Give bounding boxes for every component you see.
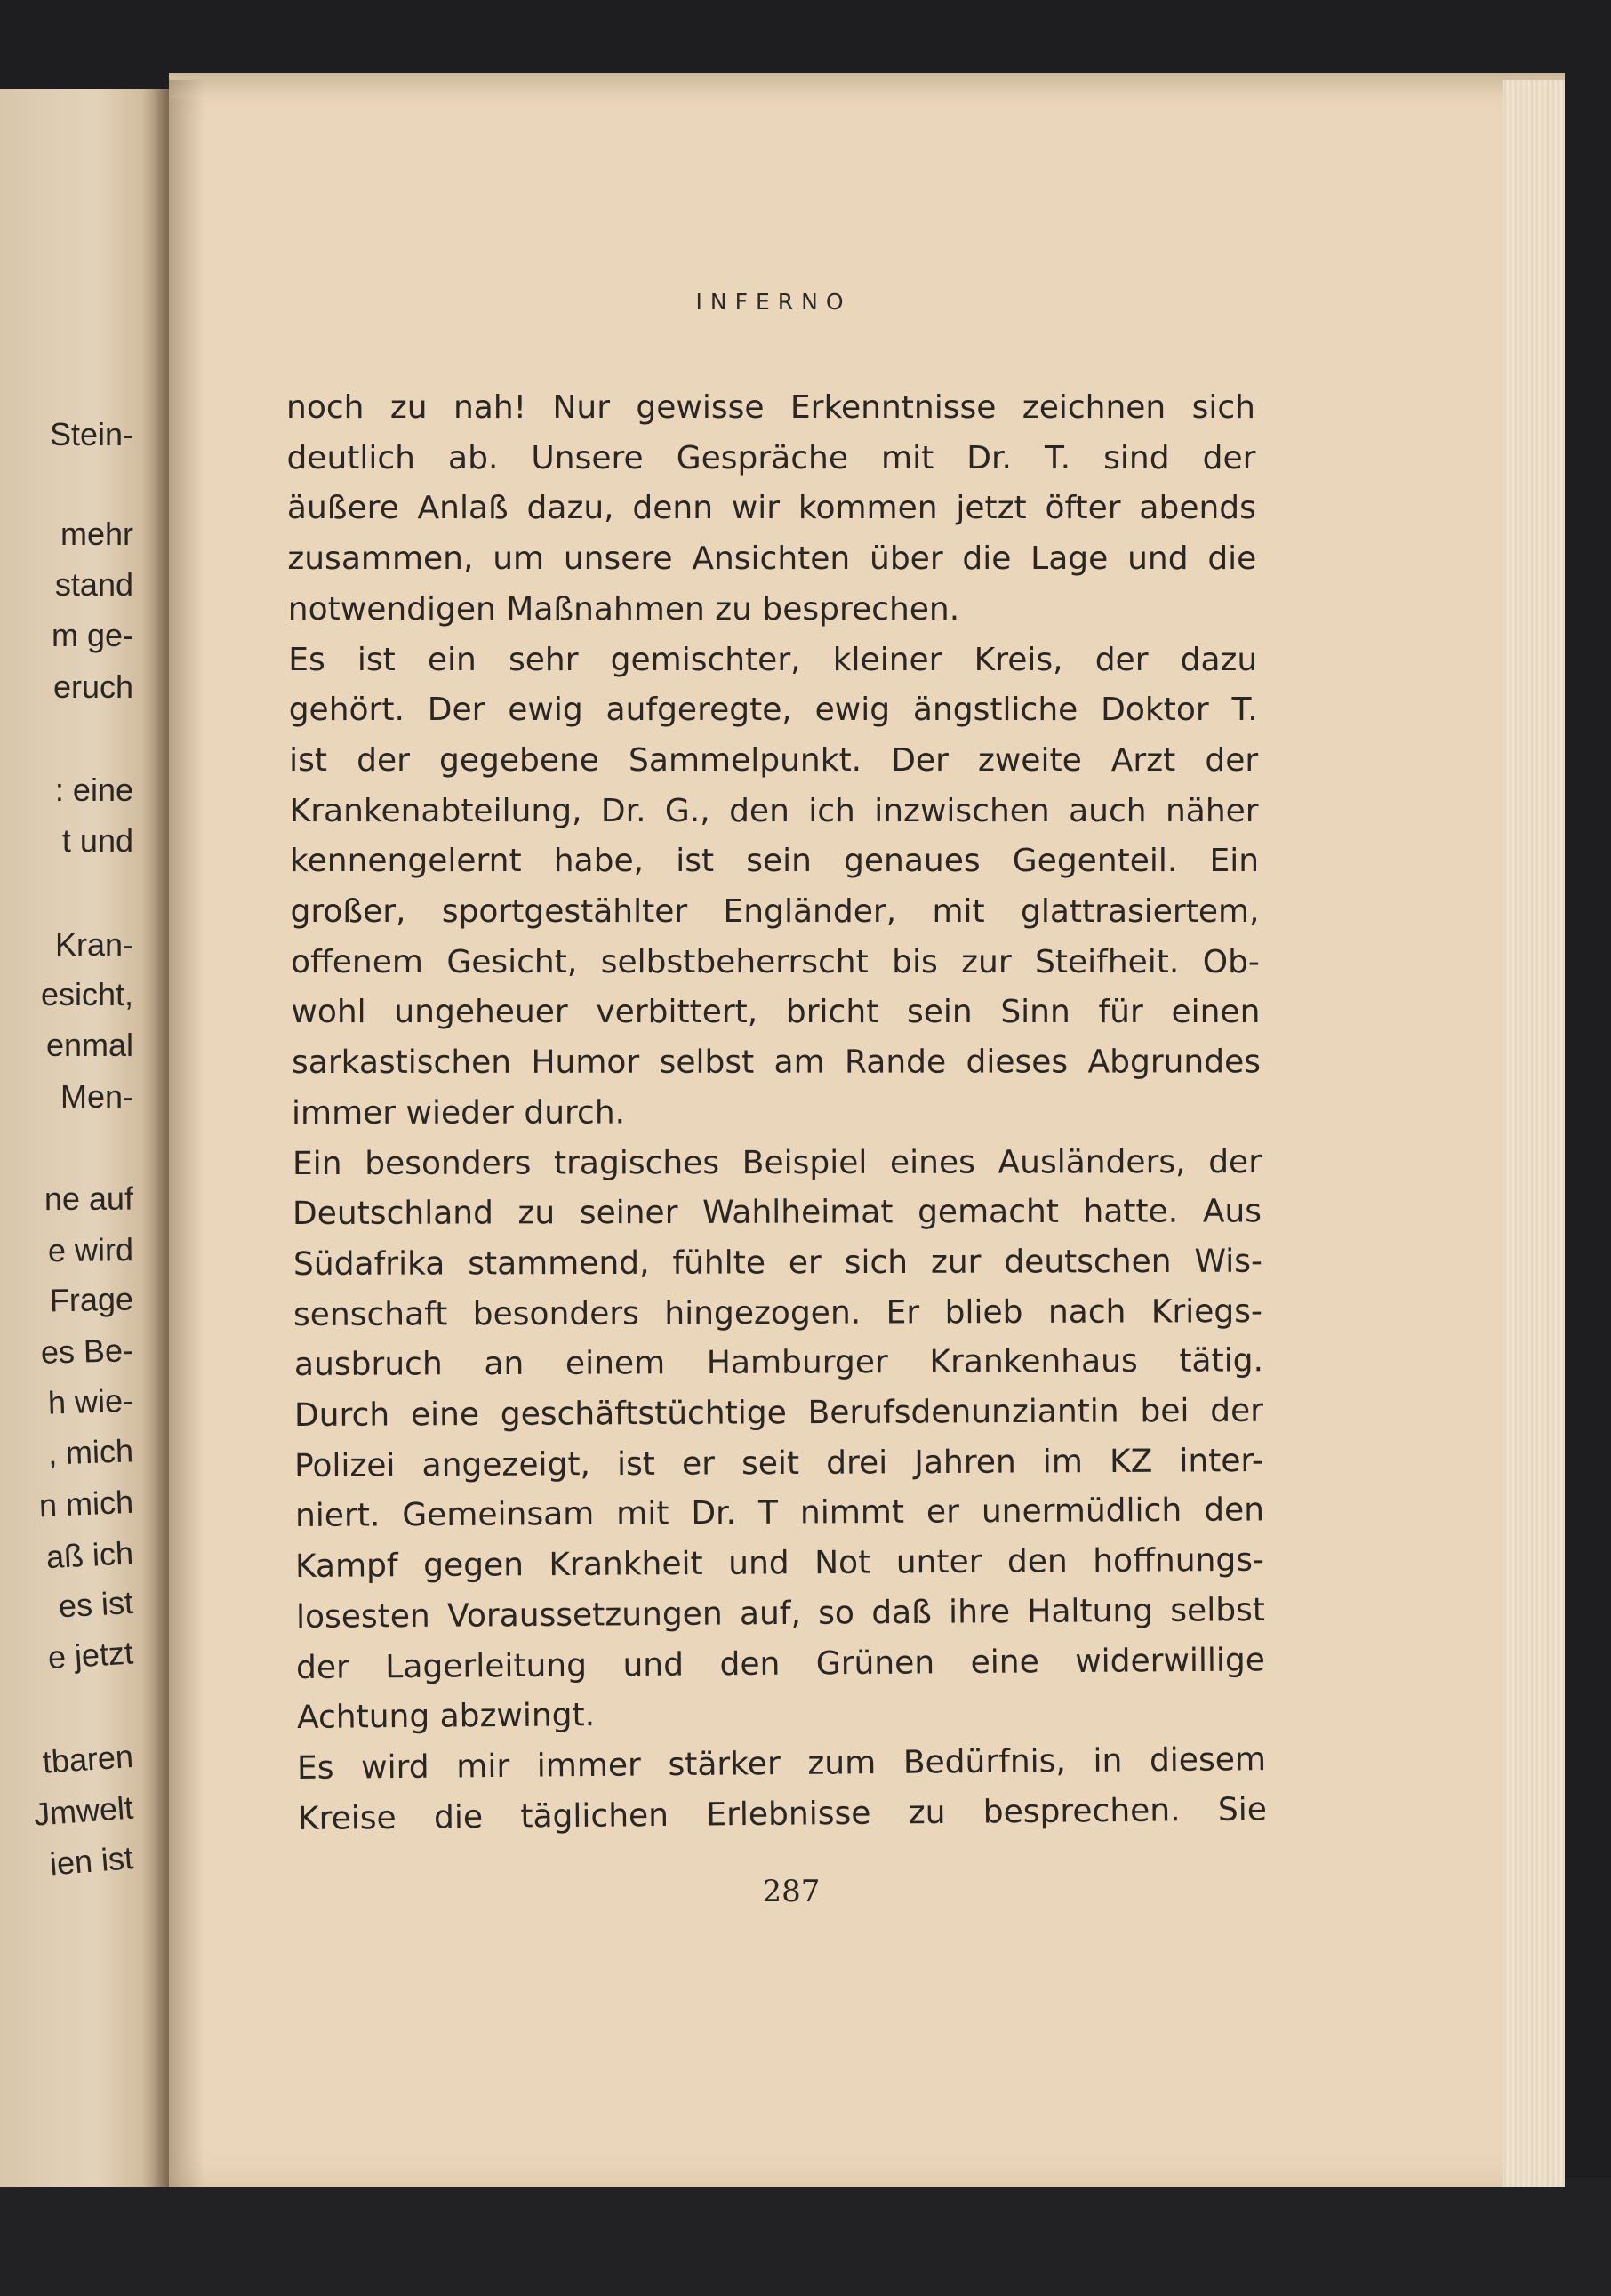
left-page-line-fragment: enmal <box>45 1027 133 1063</box>
body-line: offenem Gesicht, selbstbeherrscht bis zur Steifheit. Ob- <box>290 943 1260 980</box>
left-page-line-fragment: e jetzt <box>46 1634 135 1676</box>
body-line: Südafrika stammend, fühlte er sich zur deutschen Wis- <box>293 1243 1262 1283</box>
page-stack-edge <box>1503 80 1565 2187</box>
body-line: Es wird mir immer stärker zum Bedürfnis, in diesem <box>296 1740 1267 1787</box>
left-page-line-fragment: : eine <box>54 772 133 808</box>
body-line: Ein besonders tragisches Beispiel eines Ausländers, der <box>292 1143 1262 1182</box>
left-page-line-fragment: es Be- <box>40 1332 134 1371</box>
left-page-line-fragment: ien ist <box>48 1839 135 1883</box>
body-line: deutlich ab. Unsere Gespräche mit Dr. T. sind der <box>286 439 1256 476</box>
body-line: sarkastischen Humor selbst am Rande dieses Abgrundes <box>291 1044 1261 1082</box>
left-page-line-fragment: Kran- <box>54 926 133 963</box>
body-line: Polizei angezeigt, ist er seit drei Jahren im KZ inter- <box>294 1442 1264 1484</box>
page-number: 287 <box>762 1874 821 1909</box>
body-line: Es ist ein sehr gemischter, kleiner Kreis, der dazu <box>288 641 1258 678</box>
left-page-line-fragment: Stein- <box>49 416 133 452</box>
body-line: niert. Gemeinsam mit Dr. T nimmt er unermüdlich den <box>294 1492 1264 1535</box>
body-line: noch zu nah! Nur gewisse Erkenntnisse zeichnen sich <box>286 389 1255 426</box>
body-line: ausbruch an einem Hamburger Krankenhaus tätig. <box>293 1342 1263 1384</box>
body-line: losesten Voraussetzungen auf, so daß ihre Haltung selbst <box>295 1591 1265 1636</box>
left-page-line-fragment: t und <box>61 822 133 859</box>
left-page-line-fragment: aß ich <box>44 1534 134 1576</box>
left-page-line-fragment: es ist <box>57 1583 134 1625</box>
body-line: großer, sportgestählter Engländer, mit glattrasiertem, <box>290 893 1260 930</box>
body-line: senschaft besonders hingezogen. Er blieb nach Kriegs- <box>293 1292 1263 1333</box>
body-line: gehört. Der ewig aufgeregte, ewig ängstliche Doktor T. <box>288 692 1258 729</box>
background-surface <box>0 2178 1611 2296</box>
body-line: Krankenabteilung, Dr. G., den ich inzwischen auch näher <box>289 792 1259 829</box>
body-line: zusammen, um unsere Ansichten über die Lage und die <box>287 540 1257 578</box>
left-page-line-fragment: esicht, <box>40 976 133 1012</box>
left-page-line-fragment: mehr <box>60 516 133 552</box>
body-line: Durch eine geschäftstüchtige Berufsdenunziantin bei der <box>293 1392 1264 1434</box>
left-page-line-fragment: h wie- <box>47 1381 134 1421</box>
left-page-line-fragment: stand <box>54 566 133 603</box>
left-page-line-fragment: eruch <box>52 668 133 705</box>
running-head: INFERNO <box>695 289 852 315</box>
left-page-line-fragment: Men- <box>60 1078 133 1115</box>
left-page-line-fragment: ne auf <box>44 1180 134 1218</box>
body-line: Kreise die täglichen Erlebnisse zu besprechen. Sie <box>297 1790 1267 1837</box>
left-page-line-fragment: m ge- <box>51 617 133 653</box>
right-page-gutter-shadow <box>169 80 204 2187</box>
body-line: notwendigen Maßnahmen zu besprechen. <box>287 590 960 628</box>
body-line: Achtung abzwingt. <box>296 1697 595 1737</box>
body-line: der Lagerleitung und den Grünen eine widerwillige <box>296 1641 1266 1686</box>
left-page-line-fragment: , mich <box>47 1432 134 1472</box>
left-page-line-fragment: tbaren <box>41 1738 135 1780</box>
body-line: wohl ungeheuer verbittert, bricht sein Sinn für einen <box>291 994 1261 1031</box>
body-line: kennengelernt habe, ist sein genaues Gegenteil. Ein <box>290 843 1260 880</box>
body-line: äußere Anlaß dazu, denn wir kommen jetzt öfter abends <box>286 490 1256 527</box>
left-page-line-fragment: Jmwelt <box>32 1788 135 1833</box>
page-top-edge <box>169 73 1565 98</box>
body-line: Kampf gegen Krankheit und Not unter den hoffnungs- <box>295 1541 1265 1586</box>
left-page-line-fragment: Frage <box>49 1280 134 1319</box>
body-line: Deutschland zu seiner Wahlheimat gemacht hatte. Aus <box>293 1193 1262 1233</box>
body-line: immer wieder durch. <box>292 1094 626 1132</box>
left-page-line-fragment: n mich <box>38 1483 134 1524</box>
left-page-line-fragment: e wird <box>47 1231 134 1269</box>
body-line: ist der gegebene Sammelpunkt. Der zweite Arzt der <box>289 741 1259 779</box>
